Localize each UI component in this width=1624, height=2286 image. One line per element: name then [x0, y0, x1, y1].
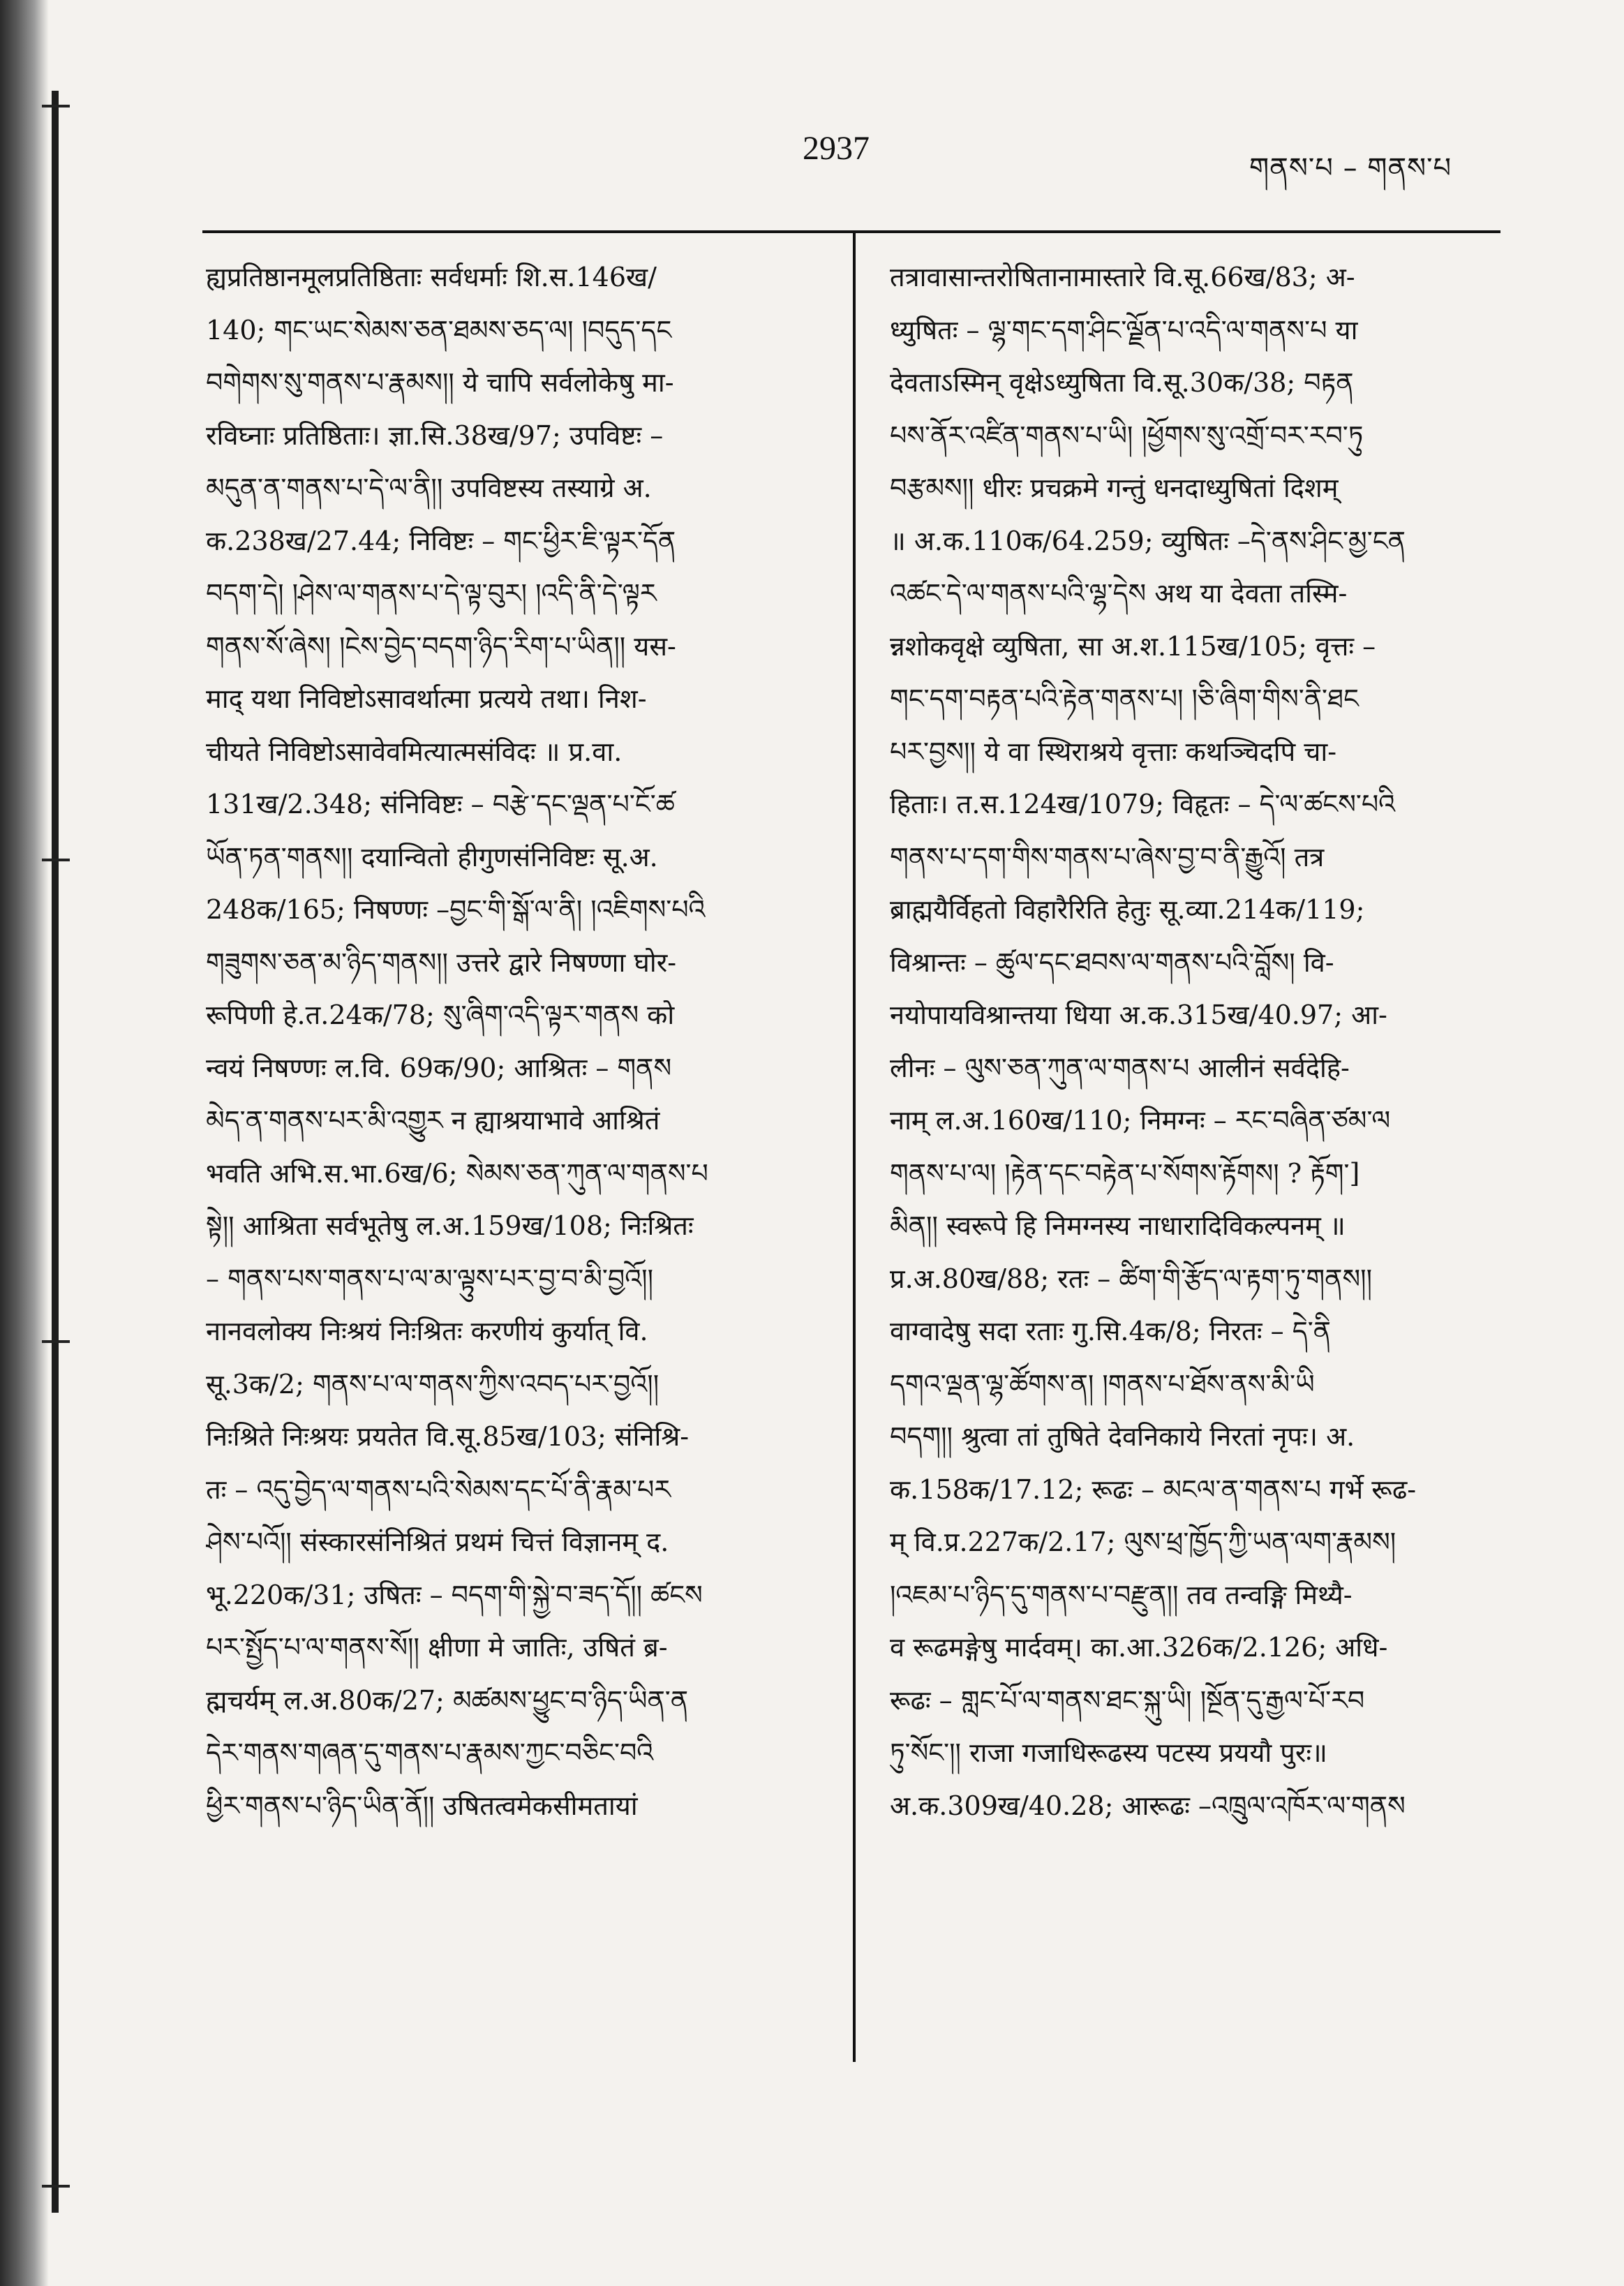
text-line: क.158क/17.12; रूढः – མངལ་ན་གནས་པ गर्भे रूढ-: [890, 1474, 1417, 1505]
text-line: གང་དག་བརྟན་པའི་རྟེན་གནས་པ། །ཅི་ཞིག་གིས་ནི་ཐང: [890, 683, 1359, 714]
text-line: माद् यथा निविष्टोऽसावर्थात्मा प्रत्यये तथा। निश-: [206, 683, 647, 714]
text-line: པར་སྤྱོད་པ་ལ་གནས་སོ།། क्षीणा मे जातिः, उषितं ब्र-: [206, 1632, 668, 1663]
left-column: [206, 251, 820, 1832]
text-line: हिताः। त.स.124ख/1079; विहृतः – དེ་ལ་ཚངས་པའི: [890, 789, 1396, 819]
text-line: ब्राह्मयैर्विहतो विहारैरिति हेतुः सू.व्या.214क/119;: [890, 894, 1365, 925]
text-line: བརྩམས།། धीरः प्रचक्रमे गन्तुं धनदाध्युषितां दिशम्: [890, 473, 1339, 503]
running-head: གནས་པ – གནས་པ: [1249, 152, 1452, 184]
text-line: ཡོན་ཏན་གནས།། दयान्वितो हीगुणसंनिविष्टः सू.अ.: [206, 841, 658, 873]
text-line: བདག་དེ། །ཤེས་ལ་གནས་པ་དེ་ལྟ་བུར། །འདི་ནི་དེ་ལྟར: [206, 578, 657, 609]
text-line: विश्रान्तः – ཚུལ་དང་ཐབས་ལ་གནས་པའི་བློས། वि-: [890, 947, 1334, 978]
text-line: सू.3क/2; གནས་པ་ལ་གནས་ཀྱིས་འབད་པར་བྱའོ།།: [206, 1368, 660, 1400]
column-divider: [853, 233, 856, 2062]
text-line: रविघ्नाः प्रतिष्ठिताः। ज्ञा.सि.38ख/97; उपविष्टः –: [206, 420, 664, 451]
text-line: म् वि.प्र.227क/2.17; ལུས་ཕྲ་ཁྱོད་ཀྱི་ཡན་ལག་རྣམས།: [890, 1527, 1396, 1557]
text-line: མེད་ན་གནས་པར་མི་འགྱུར न ह्याश्रयाभावे आश्रितं: [206, 1105, 660, 1136]
text-line: नानवलोक्य निःश्रयं निःश्रितः करणीयं कुर्यात् वि.: [206, 1316, 648, 1346]
text-line: क.238ख/27.44; निविष्टः – གང་ཕྱིར་ཇི་ལྟར་དོན: [206, 525, 676, 556]
text-line: नयोपायविश्रान्तया धिया अ.क.315ख/40.97; आ-: [890, 1000, 1387, 1030]
text-line: 140; གང་ཡང་སེམས་ཅན་ཐམས་ཅད་ལ། །བདུད་དང: [206, 314, 672, 346]
text-line: འཚང་དེ་ལ་གནས་པའི་ལྷ་དེས अथ या देवता तस्मि-: [890, 578, 1348, 609]
text-line: निःश्रिते निःश्रयः प्रयतेत वि.सू.85ख/103; संनिश्रि-: [206, 1421, 690, 1452]
text-line: नाम् ल.अ.160ख/110; निमग्नः – རང་བཞིན་ཙམ་ལ: [890, 1105, 1391, 1136]
text-line: ध्युषितः – ལྷ་གང་དག་ཤིང་ལྗོན་པ་འདི་ལ་གནས་པ या: [890, 314, 1358, 346]
text-line: པས་ནོར་འཛིན་གནས་པ་ཡི། །ཕྱོགས་སུ་འགྲོ་བར་རབ་ཏུ: [890, 420, 1364, 451]
text-line: གནས་པ་ལ། །རྟེན་དང་བརྟེན་པ་སོགས་རྟོགས། ? རྟོག་]: [890, 1157, 1360, 1189]
text-line: रूपिणी हे.त.24क/78; སུ་ཞིག་འདི་ལྟར་གནས को: [206, 1000, 675, 1030]
text-line: །འཇམ་པ་ཉིད་དུ་གནས་པ་བརྫུན།། तव तन्वङ्गि मिथ्यै-: [890, 1579, 1353, 1610]
text-line: चीयते निविष्टोऽसावेवमित्यात्मसंविदः ॥ प्र.वा.: [206, 736, 623, 767]
text-line: व रूढमङ्गेषु मार्दवम्। का.आ.326क/2.126; अधि-: [890, 1632, 1388, 1663]
text-line: लीनः – ལུས་ཅན་ཀུན་ལ་གནས་པ आलीनं सर्वदेहि-: [890, 1052, 1350, 1083]
text-line: མདུན་ན་གནས་པ་དེ་ལ་ནི།། उपविष्टस्य तस्याग्रे अ.: [206, 473, 652, 503]
text-line: रूढः – གླང་པོ་ལ་གནས་ཐང་སྐུ་ཡི། །སྔོན་དུ་རྒྱལ་པོ་རབ: [890, 1684, 1365, 1716]
text-line: 131ख/2.348; संनिविष्टः – བརྩེ་དང་ལྡན་པ་ངོ་ཚ: [206, 789, 675, 819]
text-line: वाग्वादेषु सदा रताः गु.सि.4क/8; निरतः – དེ་ནི: [890, 1316, 1332, 1346]
text-line: भवति अभि.स.भा.6ख/6; སེམས་ཅན་ཀུན་ལ་གནས་པ: [206, 1157, 708, 1189]
header-rule: [202, 230, 1500, 233]
text-line: तः – འདུ་བྱེད་ལ་གནས་པའི་སེམས་དང་པོ་ནི་རྣམ་པར: [206, 1474, 671, 1505]
edge-tick: [42, 105, 70, 107]
text-line: པར་བྱས།། ये वा स्थिराश्रये वृत्ताः कथञ्चिदपि चा-: [890, 736, 1337, 767]
text-line: 248क/165; निषण्णः –བྱང་གི་སྒོ་ལ་ནི། །འཇིགས་པའི: [206, 894, 706, 925]
right-column: [890, 251, 1504, 1832]
text-line: – གནས་པས་གནས་པ་ལ་མ་ལྟུས་པར་བྱ་བ་མི་བྱའོ།།: [206, 1263, 654, 1294]
edge-tick: [42, 1340, 70, 1343]
text-line: ॥ अ.क.110क/64.259; व्युषितः –དེ་ནས་ཤིང་མྱ་ངན: [890, 525, 1406, 556]
text-line: དགའ་ལྡན་ལྷ་ཚོགས་ན། །གནས་པ་ཐོས་ནས་མི་ཡི: [890, 1368, 1315, 1400]
binding-edge-shadow: [0, 0, 49, 2286]
text-line: གནས་པ་དག་གིས་གནས་པ་ཞེས་བྱ་བ་ནི་རྒྱུའོ། तत्र: [890, 841, 1325, 873]
text-line: देवताऽस्मिन् वृक्षेऽध्युषिता वि.सू.30क/38; བརྟན: [890, 367, 1354, 398]
text-line: སྟེ།། आश्रिता सर्वभूतेषु ल.अ.159ख/108; निःश्रितः: [206, 1210, 694, 1241]
text-line: དེར་གནས་གཞན་དུ་གནས་པ་རྣམས་ཀྱང་བཅིང་བའི: [206, 1737, 654, 1768]
text-line: न्वयं निषण्णः ल.वि. 69क/90; आश्रितः – གནས: [206, 1052, 672, 1083]
text-line: ह्यप्रतिष्ठानमूलप्रतिष्ठिताः सर्वधर्माः शि.स.146ख/: [206, 262, 657, 292]
text-line: བདག།། श्रुत्वा तां तुषिते देवनिकाये निरतां नृपः। अ.: [890, 1421, 1355, 1452]
page-number: 2937: [803, 130, 870, 167]
text-line: ह्मचर्यम् ल.अ.80क/27; མཚམས་ཕྱུང་བ་ཉིད་ཡིན་ན: [206, 1684, 689, 1716]
text-line: अ.क.309ख/40.28; आरूढः –འཁྲུལ་འཁོར་ལ་གནས: [890, 1790, 1406, 1821]
text-line: ཤེས་པའོ།། संस्कारसंनिश्रितं प्रथमं चित्तं विज्ञानम् द.: [206, 1527, 669, 1557]
binding-rule: [52, 91, 59, 2213]
text-line: तत्रावासान्तरोषितानामास्तारे वि.सू.66ख/83; अ-: [890, 262, 1355, 292]
text-line: न्नशोकवृक्षे व्युषिता, सा अ.श.115ख/105; वृत्तः –: [890, 630, 1376, 662]
text-line: མིན།། स्वरूपे हि निमग्नस्य नाधारादिविकल्पनम् ॥: [890, 1210, 1346, 1241]
text-line: བགེགས་སུ་གནས་པ་རྣམས།། ये चापि सर्वलोकेषु मा-: [206, 367, 674, 398]
text-line: भू.220क/31; उषितः – བདག་གི་སྐྱེ་བ་ཟད་དོ།། ཚངས: [206, 1579, 703, 1610]
edge-tick: [42, 859, 70, 861]
text-line: གནས་སོ་ཞེས། །ངེས་བྱེད་བདག་ཉིད་རིག་པ་ཡིན།། यस-: [206, 630, 676, 662]
text-line: ཏུ་སོང་།། राजा गजाधिरूढस्य पटस्य प्रययौ पुरः॥: [890, 1737, 1327, 1768]
text-line: ཕྱིར་གནས་པ་ཉིད་ཡིན་ནོ།། उषितत्वमेकसीमतायां: [206, 1790, 638, 1821]
text-line: གཟུགས་ཅན་མ་ཉིད་གནས།། उत्तरे द्वारे निषण्णा घोर-: [206, 947, 677, 978]
text-line: प्र.अ.80ख/88; रतः – ཚིག་གི་རྩོད་ལ་རྟག་ཏུ་གནས།།: [890, 1263, 1373, 1294]
edge-tick: [42, 2185, 70, 2188]
